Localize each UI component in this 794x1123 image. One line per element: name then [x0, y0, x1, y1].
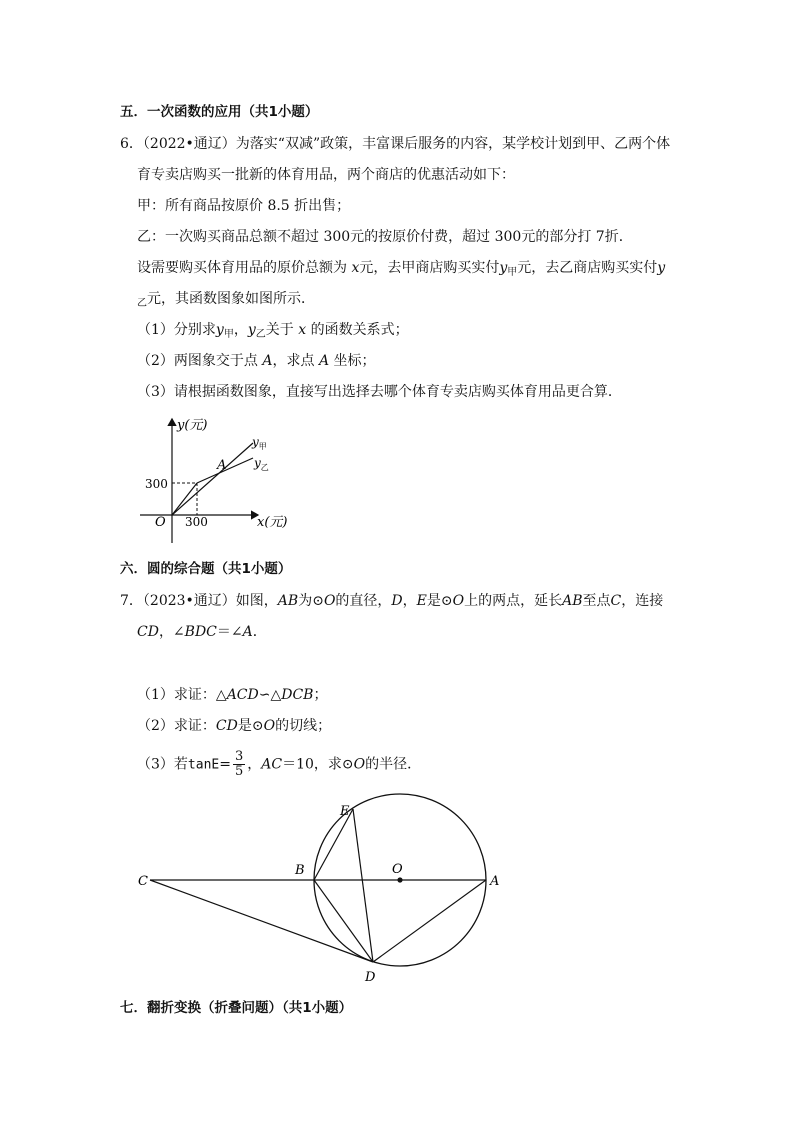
line-jia-label: $y_甲$: [252, 435, 267, 451]
q7-line-2: CD，∠BDC＝∠A．: [137, 624, 267, 640]
q6-line-5: 设需要购买体育用品的原价总额为 x元，去甲商店购买实付$y_甲$元，去乙商店购买实付y: [137, 260, 666, 278]
fraction-3-5: $\frac{3}{5}$: [234, 749, 244, 779]
q7-part-3: （3）若tanE= $\frac{3}{5}$ ，AC＝10，求⊙O的半径．: [137, 749, 422, 779]
segment-be: [314, 809, 353, 880]
q6-line-6: $_乙$元，其函数图象如图所示．: [137, 291, 315, 309]
q6-line-4: 乙：一次购买商品总额不超过 300元的按原价付费，超过 300元的部分打 7折．: [137, 229, 633, 245]
line-yi-label: $y_乙$: [254, 456, 269, 472]
point-o-label: O: [392, 862, 403, 877]
q6-line-3: 甲：所有商品按原价 8.5 折出售；: [137, 198, 351, 214]
x-tick-label: 300: [185, 515, 208, 529]
y-tick-label: 300: [145, 477, 168, 491]
q6-part-1: （1）分别求$y_甲$，$y_乙$关于 x 的函数关系式；: [137, 322, 409, 340]
q6-line-1: 6．（2022•通辽）为落实“双减”政策，丰富课后服务的内容，某学校计划到甲、乙两个体: [120, 136, 671, 152]
section-6-heading: 六．圆的综合题（共1小题）: [120, 561, 292, 577]
y-axis-label: y(元): [177, 418, 208, 433]
q6-part-3: （3）请根据函数图象，直接写出选择去哪个体育专卖店购买体育用品更合算．: [137, 384, 622, 400]
q7-part-2: （2）求证：CD是⊙O的切线；: [137, 718, 332, 734]
q7-part-1: （1）求证：△ACD∽△DCB；: [137, 687, 328, 703]
origin-label: O: [155, 515, 166, 530]
point-e-label: E: [340, 804, 350, 819]
section-7-heading: 七．翻折变换（折叠问题）（共1小题）: [120, 1000, 353, 1016]
point-b-label: B: [295, 863, 305, 878]
x-axis-label: x(元): [257, 515, 288, 530]
segment-ad: [373, 880, 486, 962]
q6-part-2: （2）两图象交于点 A，求点 A 坐标；: [137, 353, 376, 369]
circle-geometry-figure: [130, 785, 530, 995]
q6-line-2: 育专卖店购买一批新的体育用品，两个商店的优惠活动如下：: [137, 167, 515, 183]
point-d-label: D: [365, 970, 376, 985]
function-graph: [135, 413, 315, 548]
segment-cd: [150, 880, 373, 962]
line-y-yi: [172, 483, 197, 515]
line-y-jia: [172, 443, 253, 515]
section-5-heading: 五．一次函数的应用（共1小题）: [120, 104, 319, 120]
point-c-label: C: [138, 874, 148, 889]
point-a-label: A: [217, 458, 227, 473]
point-a-label: A: [490, 874, 500, 889]
center-dot: [397, 877, 402, 882]
q7-line-1: 7．（2023•通辽）如图，AB为⊙O的直径，D，E是⊙O上的两点，延长AB至点C，连接: [120, 593, 664, 609]
